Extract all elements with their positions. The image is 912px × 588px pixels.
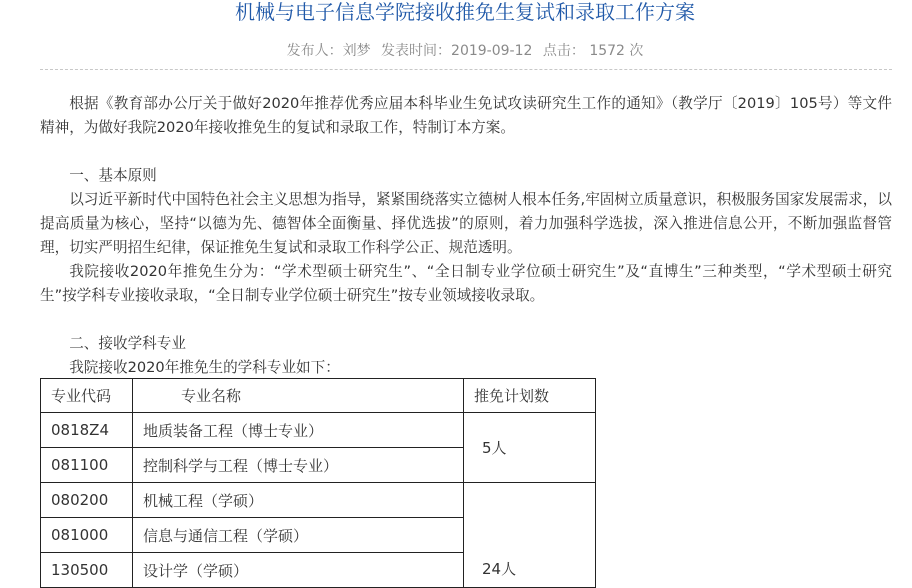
title-divider xyxy=(40,69,892,70)
cell-code: 081000 xyxy=(41,518,133,553)
cell-code: 130500 xyxy=(41,553,133,588)
cell-code: 080200 xyxy=(41,483,133,518)
page-title: 机械与电子信息学院接收推免生复试和录取工作方案 xyxy=(235,0,695,24)
table-header-row xyxy=(41,379,596,413)
paragraph-gap xyxy=(40,308,892,332)
principles-paragraph-1: 以习近平新时代中国特色社会主义思想为指导，紧紧围绕落实立德树人根本任务,牢固树立质量意识，积极服务国家发展需求，以提高质量为核心，坚持“以德为先、德智体全面衡量、择优选拔”的原则，着力加强科学选拔，深入推进信息公开，不断加强监督管理，切实严明招生纪律，保证推免生复试和录取工作科学公正、规范透明。 xyxy=(40,191,892,256)
majors-table xyxy=(40,378,596,588)
principles-paragraph-2: 我院接收2020年推免生分为：“学术型硕士研究生”、“全日制专业学位硕士研究生”及“直博生”三种类型，“学术型硕士研究生”按学科专业接收录取，“全日制专业学位硕士研究生”按专业领域接收录取。 xyxy=(40,263,892,304)
article-meta xyxy=(0,42,912,60)
cell-plan: 24人 xyxy=(464,483,596,588)
majors-intro-paragraph: 我院接收2020年推免生的学科专业如下： xyxy=(69,359,340,376)
cell-name: 地质装备工程（博士专业） xyxy=(133,413,464,448)
cell-code: 0818Z4 xyxy=(41,413,133,448)
article-body xyxy=(40,92,892,380)
cell-name: 信息与通信工程（学硕） xyxy=(133,518,464,553)
cell-name: 控制科学与工程（博士专业） xyxy=(133,448,464,483)
section-heading-principles: 一、基本原则 xyxy=(69,167,157,184)
publish-time-text: 发表时间：2019-09-12 xyxy=(381,43,533,59)
paragraph-gap xyxy=(40,140,892,164)
header-name: 专业名称 xyxy=(133,379,464,413)
cell-code: 081100 xyxy=(41,448,133,483)
click-count-text: 点击： 1572 次 xyxy=(542,43,644,59)
header-plan: 推免计划数 xyxy=(464,379,596,413)
header-code: 专业代码 xyxy=(41,379,133,413)
cell-name: 设计学（学硕） xyxy=(133,553,464,588)
section-heading-majors: 二、接收学科专业 xyxy=(69,335,186,352)
cell-plan: 5人 xyxy=(464,413,596,483)
cell-name: 机械工程（学硕） xyxy=(133,483,464,518)
intro-paragraph: 根据《教育部办公厅关于做好2020年推荐优秀应届本科毕业生免试攻读研究生工作的通知》（教学厅〔2019〕105号）等文件精神，为做好我院2020年接收推免生的复试和录取工作，特制订本方案。 xyxy=(40,95,892,136)
table-row xyxy=(41,483,596,518)
publisher-text: 发布人：刘梦 xyxy=(286,43,371,59)
table-row xyxy=(41,413,596,448)
